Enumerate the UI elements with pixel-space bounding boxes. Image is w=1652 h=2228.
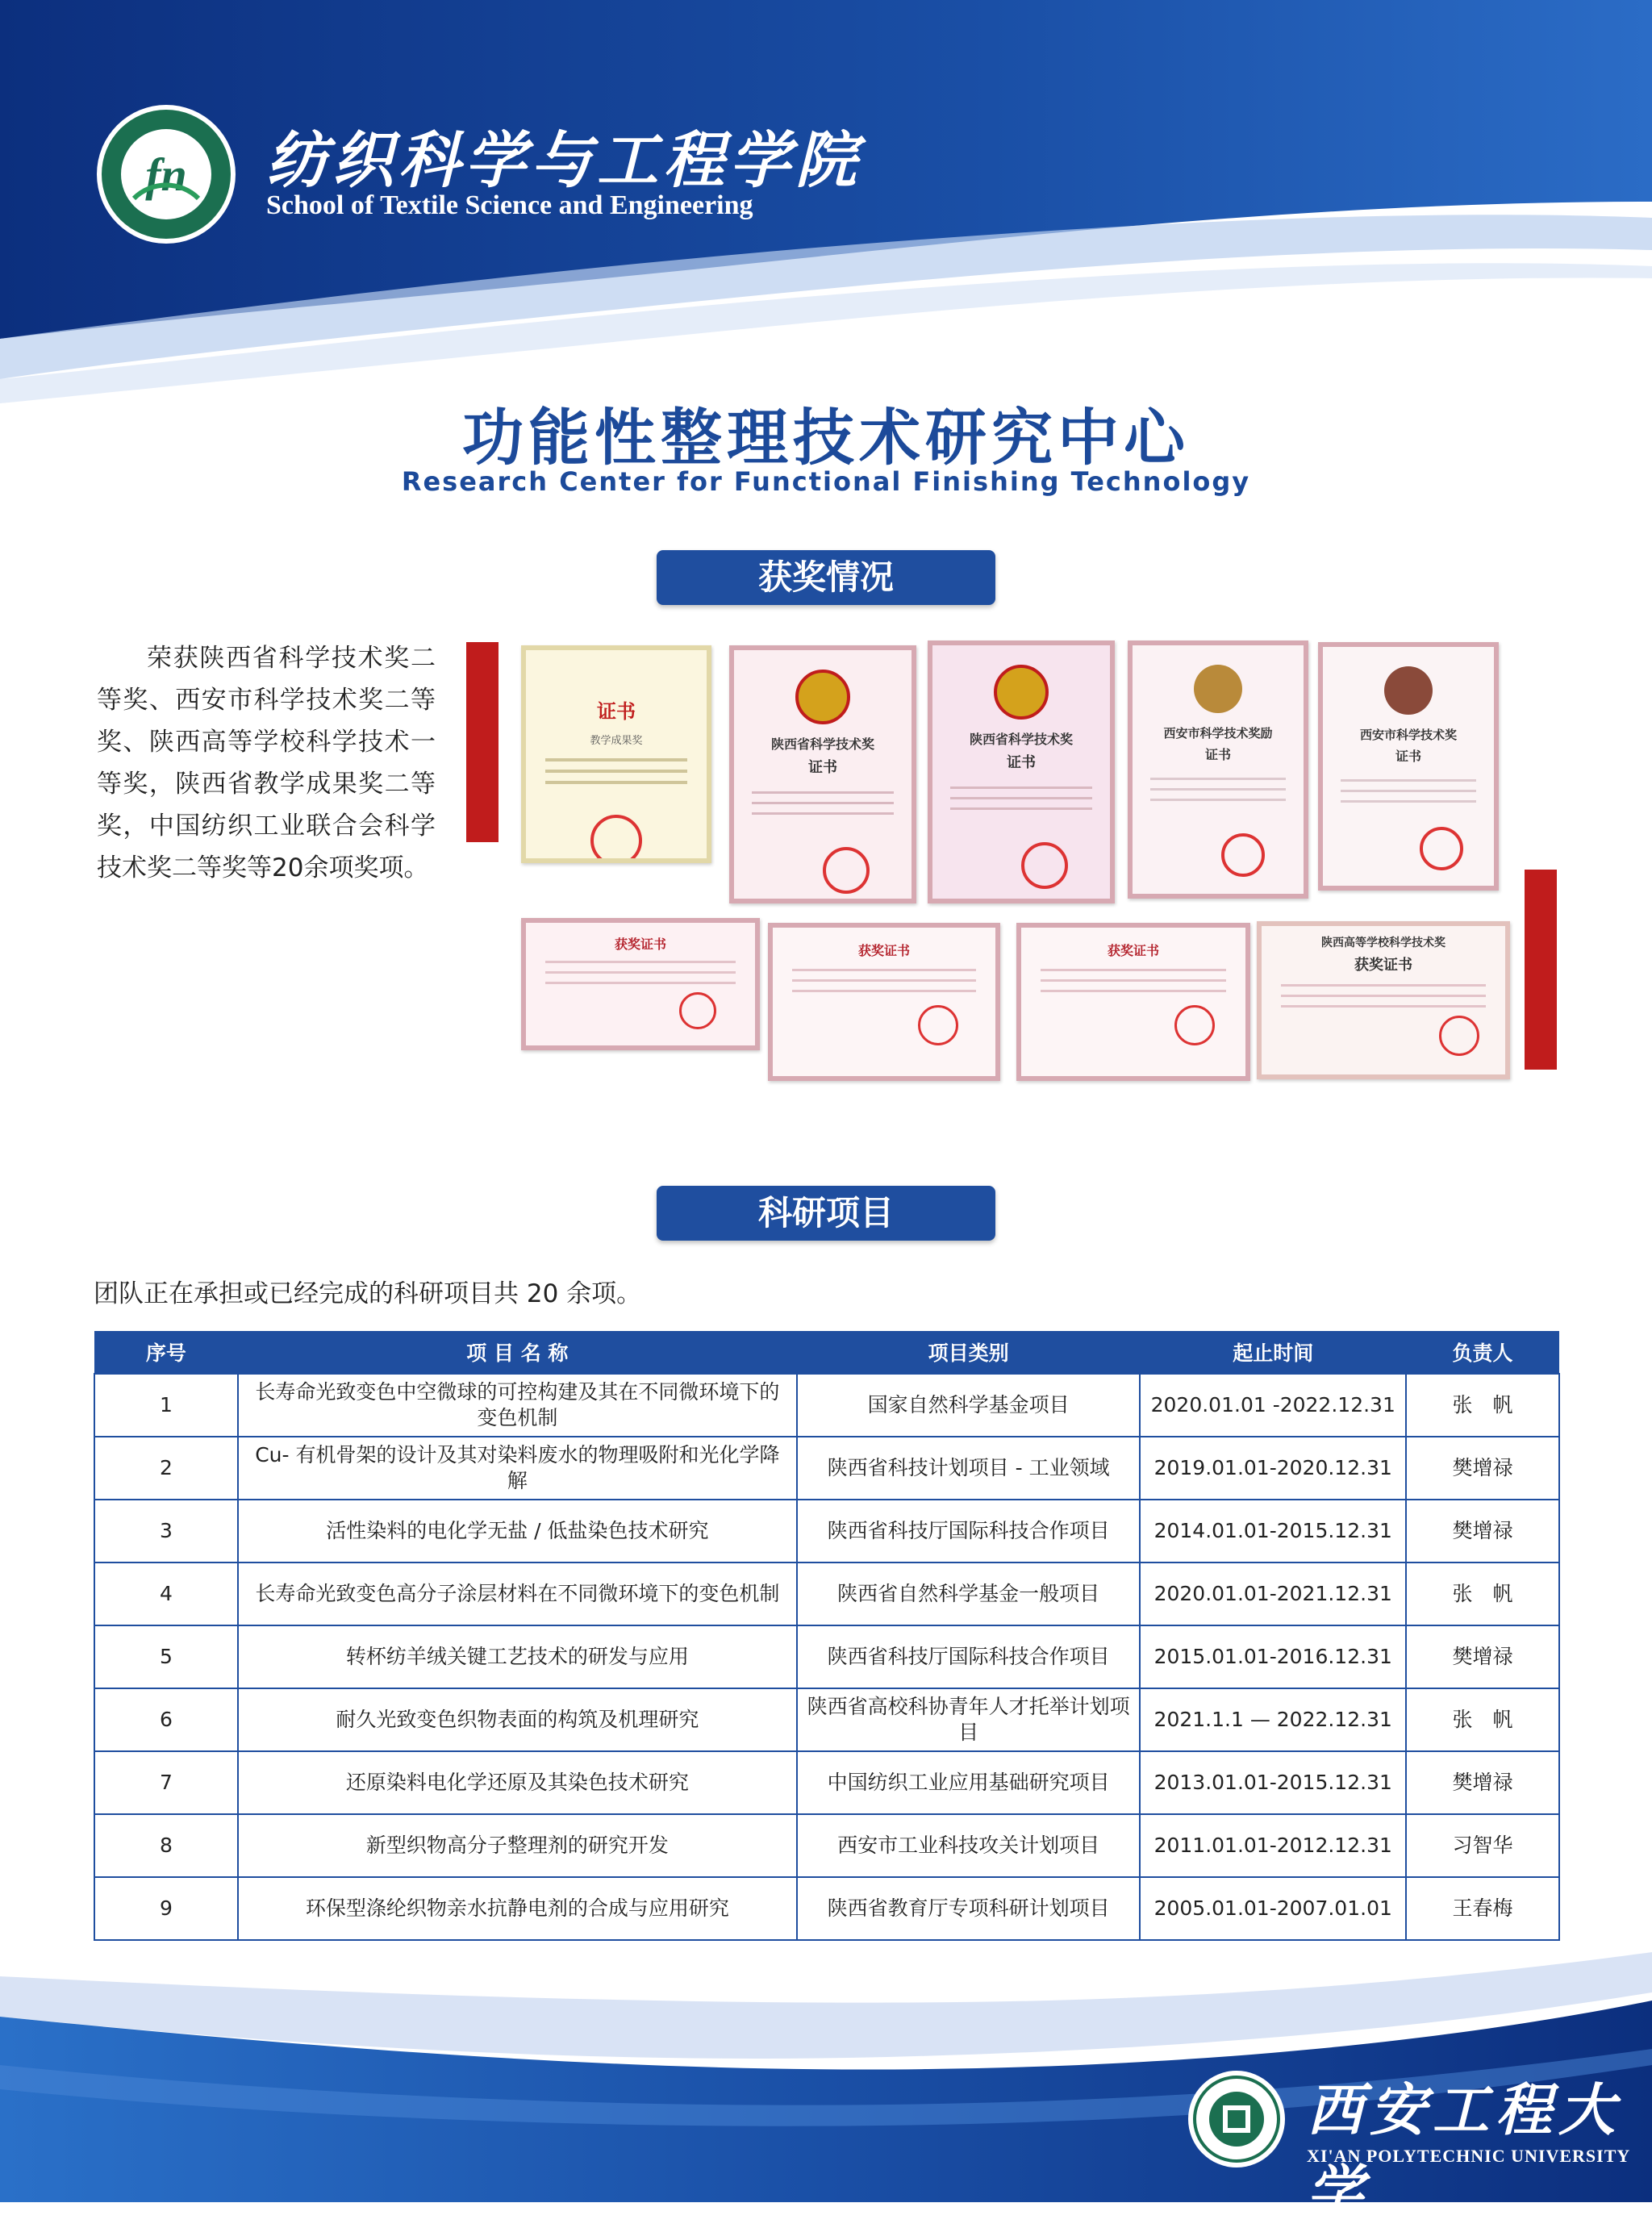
university-logo (1187, 2070, 1286, 2168)
certificate-image (729, 645, 916, 903)
cell-category: 陕西省自然科学基金一般项目 (797, 1563, 1140, 1625)
table-row (94, 1688, 1559, 1751)
cell-category: 陕西省教育厅专项科研计划项目 (797, 1877, 1140, 1940)
national-emblem-icon (1194, 665, 1242, 713)
page-subtitle: Research Center for Functional Finishing Technology (401, 466, 1251, 497)
cell-no: 4 (94, 1563, 238, 1625)
cell-category: 陕西省科技计划项目 - 工业领域 (797, 1437, 1140, 1500)
page-title: 功能性整理技术研究中心 (462, 402, 1190, 474)
certificate-subtitle: 陕西省科学技术奖 (770, 736, 874, 752)
certificate-image (1128, 640, 1308, 899)
cell-category: 国家自然科学基金项目 (797, 1374, 1140, 1437)
cell-category: 中国纺织工业应用基础研究项目 (797, 1751, 1140, 1814)
certificate-image (768, 923, 1000, 1081)
cell-category: 陕西省科技厅国际科技合作项目 (797, 1625, 1140, 1688)
national-emblem-icon (994, 665, 1049, 720)
certificate-image (521, 918, 760, 1050)
cell-no: 1 (94, 1374, 238, 1437)
cell-leader: 樊增禄 (1406, 1437, 1559, 1500)
table-header-row (94, 1331, 1559, 1374)
cell-leader: 张 帆 (1406, 1688, 1559, 1751)
awards-heading: 获奖情况 (657, 550, 995, 605)
seal-icon (1221, 833, 1265, 877)
cell-period: 2011.01.01-2012.12.31 (1140, 1814, 1406, 1877)
column-header: 项目类别 (797, 1331, 1140, 1374)
cell-name: 环保型涤纶织物亲水抗静电剂的合成与应用研究 (238, 1877, 797, 1940)
certificate-title: 获奖证书 (857, 943, 910, 958)
cell-period: 2014.01.01-2015.12.31 (1140, 1500, 1406, 1563)
certificate-image (928, 640, 1115, 903)
cell-period: 2005.01.01-2007.01.01 (1140, 1877, 1406, 1940)
cell-leader: 习智华 (1406, 1814, 1559, 1877)
cell-period: 2021.1.1 — 2022.12.31 (1140, 1688, 1406, 1751)
cell-leader: 樊增禄 (1406, 1500, 1559, 1563)
certificate-title: 证书 (808, 759, 837, 776)
logo-letters-text: fn (145, 148, 187, 201)
cell-name: 长寿命光致变色中空微球的可控构建及其在不同微环境下的变色机制 (238, 1374, 797, 1437)
cell-name: 转杯纺羊绒关键工艺技术的研发与应用 (238, 1625, 797, 1688)
certificate-title: 证书 (597, 700, 636, 723)
cell-no: 2 (94, 1437, 238, 1500)
column-header: 起止时间 (1140, 1331, 1406, 1374)
red-accent-bar (1525, 870, 1557, 1070)
certificate-image (521, 645, 711, 863)
certificate-title: 获奖证书 (614, 937, 666, 952)
seal-icon (1420, 827, 1463, 870)
cell-period: 2019.01.01-2020.12.31 (1140, 1437, 1406, 1500)
certificate-subtitle: 教学成果奖 (590, 735, 643, 747)
cell-leader: 王春梅 (1406, 1877, 1559, 1940)
projects-table (94, 1331, 1560, 1941)
certificate-title: 证书 (1204, 747, 1231, 762)
national-emblem-icon (795, 670, 850, 724)
cell-category: 西安市工业科技攻关计划项目 (797, 1814, 1140, 1877)
seal-icon (1174, 1005, 1215, 1045)
certificate-image (1257, 921, 1510, 1079)
cell-no: 8 (94, 1814, 238, 1877)
column-header: 项 目 名 称 (238, 1331, 797, 1374)
column-header: 负责人 (1406, 1331, 1559, 1374)
cell-name: 活性染料的电化学无盐 / 低盐染色技术研究 (238, 1500, 797, 1563)
table-row (94, 1437, 1559, 1500)
red-accent-bar (466, 642, 499, 842)
certificate-subtitle: 陕西省科学技术奖 (969, 732, 1073, 747)
seal-icon (1439, 1016, 1479, 1056)
school-name-cn: 纺织科学与工程学院 (266, 124, 861, 196)
certificate-image (1016, 923, 1250, 1081)
cell-name: 长寿命光致变色高分子涂层材料在不同微环境下的变色机制 (238, 1563, 797, 1625)
certificate-image (1318, 642, 1499, 891)
seal-icon (1021, 842, 1068, 889)
certificate-subtitle: 陕西高等学校科学技术奖 (1321, 937, 1446, 949)
projects-heading: 科研项目 (657, 1186, 995, 1241)
certificate-title: 证书 (1395, 749, 1421, 764)
seal-icon (918, 1005, 958, 1045)
certificate-title: 获奖证书 (1354, 957, 1412, 974)
seal-icon (823, 847, 870, 894)
seal-icon (679, 992, 716, 1029)
projects-intro: 团队正在承担或已经完成的科研项目共 20 余项。 (94, 1279, 642, 1308)
cell-category: 陕西省高校科协青年人才托举计划项目 (797, 1688, 1140, 1751)
table-row (94, 1500, 1559, 1563)
university-name-en: XI'AN POLYTECHNIC UNIVERSITY (1307, 2146, 1631, 2166)
seal-icon (590, 815, 642, 863)
cell-name: 新型织物高分子整理剂的研究开发 (238, 1814, 797, 1877)
cell-no: 5 (94, 1625, 238, 1688)
school-logo (95, 103, 237, 245)
table-row (94, 1814, 1559, 1877)
cell-name: 耐久光致变色织物表面的构筑及机理研究 (238, 1688, 797, 1751)
cell-no: 6 (94, 1688, 238, 1751)
cell-leader: 张 帆 (1406, 1563, 1559, 1625)
cell-period: 2020.01.01 -2022.12.31 (1140, 1374, 1406, 1437)
table-row (94, 1877, 1559, 1940)
table-row (94, 1563, 1559, 1625)
school-name-en: School of Textile Science and Engineering (266, 190, 753, 220)
cell-leader: 樊增禄 (1406, 1625, 1559, 1688)
awards-description: 荣获陕西省科学技术奖二等奖、西安市科学技术奖二等奖、陕西高等学校科学技术一等奖，陕西省教学成果奖二等奖，中国纺织工业联合会科学技术奖二等奖等20余项奖项。 (97, 644, 436, 882)
certificate-subtitle: 西安市科学技术奖励 (1163, 726, 1273, 741)
column-header: 序号 (94, 1331, 238, 1374)
cell-period: 2015.01.01-2016.12.31 (1140, 1625, 1406, 1688)
cell-no: 7 (94, 1751, 238, 1814)
cell-no: 3 (94, 1500, 238, 1563)
cell-category: 陕西省科技厅国际科技合作项目 (797, 1500, 1140, 1563)
cell-period: 2013.01.01-2015.12.31 (1140, 1751, 1406, 1814)
cell-name: Cu- 有机骨架的设计及其对染料废水的物理吸附和光化学降解 (238, 1437, 797, 1500)
certificate-title: 获奖证书 (1107, 943, 1159, 958)
university-name-cn: 西安工程大学 (1307, 2076, 1621, 2225)
table-row (94, 1374, 1559, 1437)
national-emblem-icon (1384, 666, 1433, 715)
cell-period: 2020.01.01-2021.12.31 (1140, 1563, 1406, 1625)
table-row (94, 1625, 1559, 1688)
cell-no: 9 (94, 1877, 238, 1940)
cell-name: 还原染料电化学还原及其染色技术研究 (238, 1751, 797, 1814)
certificate-subtitle: 西安市科学技术奖 (1359, 728, 1457, 742)
cell-leader: 张 帆 (1406, 1374, 1559, 1437)
certificate-title: 证书 (1007, 754, 1036, 771)
cell-leader: 樊增禄 (1406, 1751, 1559, 1814)
table-row (94, 1751, 1559, 1814)
